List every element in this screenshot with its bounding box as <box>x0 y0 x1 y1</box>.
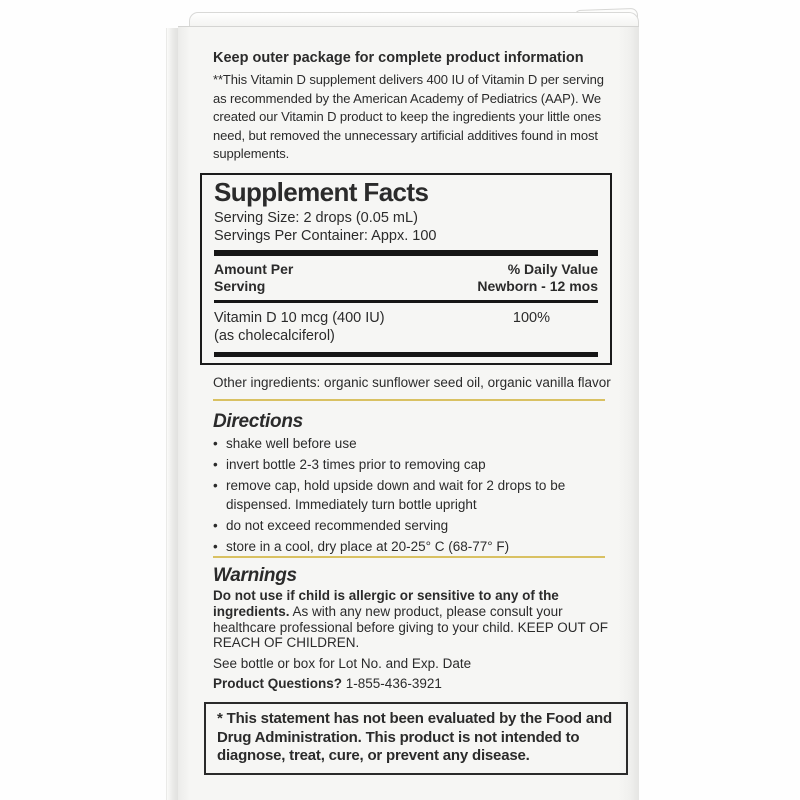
fda-disclaimer-text: * This statement has not been evaluated by the Food and Drug Administration. This product is not intended to diagnose, treat, cure, or prevent any disease. <box>217 710 612 764</box>
nutrition-header-row <box>214 261 598 295</box>
direction-item: • shake well before use <box>213 434 609 453</box>
nutrient-row-vitamin-d <box>214 309 598 345</box>
directions-title: Directions <box>213 411 303 432</box>
servings-per-container: Servings Per Container: Appx. 100 <box>214 228 437 244</box>
lot-expiration-note: See bottle or box for Lot No. and Exp. Date <box>213 656 472 671</box>
directions-list <box>213 434 609 558</box>
daily-value-header: % Daily Value Newborn - 12 mos <box>477 261 598 294</box>
serving-info <box>214 209 598 245</box>
direction-item: • remove cap, hold upside down and wait for 2 drops to be dispensed. Immediately turn bottle upright <box>213 476 609 514</box>
nutrition-bar-thick <box>214 250 598 256</box>
nutrition-bar-medium <box>214 300 598 303</box>
direction-item: • invert bottle 2-3 times prior to removing cap <box>213 455 609 474</box>
product-questions-label: Product Questions? <box>213 676 343 691</box>
other-ingredients: Other ingredients: organic sunflower seed oil, organic vanilla flavor <box>213 375 611 390</box>
warnings-paragraph <box>213 588 609 651</box>
nutrition-bar-bottom <box>214 352 598 357</box>
nutrient-daily-value: 100% <box>512 310 550 326</box>
warnings-title: Warnings <box>213 565 297 586</box>
product-questions-line <box>213 675 609 692</box>
warnings-body: As with any new product, please consult your healthcare professional before giving to your child. KEEP OUT OF REACH OF CHILDREN. <box>213 603 608 651</box>
intro-paragraph: **This Vitamin D supplement delivers 400 IU of Vitamin D per serving as recommended by the American Academy of Pediatrics (AAP). We created our Vitamin D product to keep the ingredients your little ones need, but removed the unnecessary artificial additives found in most supplements. <box>213 72 604 161</box>
nutrient-name: Vitamin D 10 mcg (400 IU) (as cholecalciferol) <box>214 310 385 344</box>
supplement-facts-title: Supplement Facts <box>214 177 429 207</box>
amount-per-serving-header: Amount Per Serving <box>214 261 294 294</box>
supplement-facts-panel <box>200 173 612 365</box>
outer-package-note: Keep outer package for complete product information <box>213 50 584 66</box>
section-divider <box>213 399 605 401</box>
warnings-emphasis: Do not use if child is allergic or sensitive to any of the ingredients. <box>213 588 559 619</box>
section-divider <box>213 556 605 558</box>
product-questions-phone: 1-855-436-3921 <box>345 676 442 691</box>
direction-item: • do not exceed recommended serving <box>213 516 609 535</box>
direction-item: • store in a cool, dry place at 20-25° C (68-77° F) <box>213 537 609 556</box>
fda-disclaimer-box <box>204 702 628 775</box>
serving-size: Serving Size: 2 drops (0.05 mL) <box>214 210 418 226</box>
